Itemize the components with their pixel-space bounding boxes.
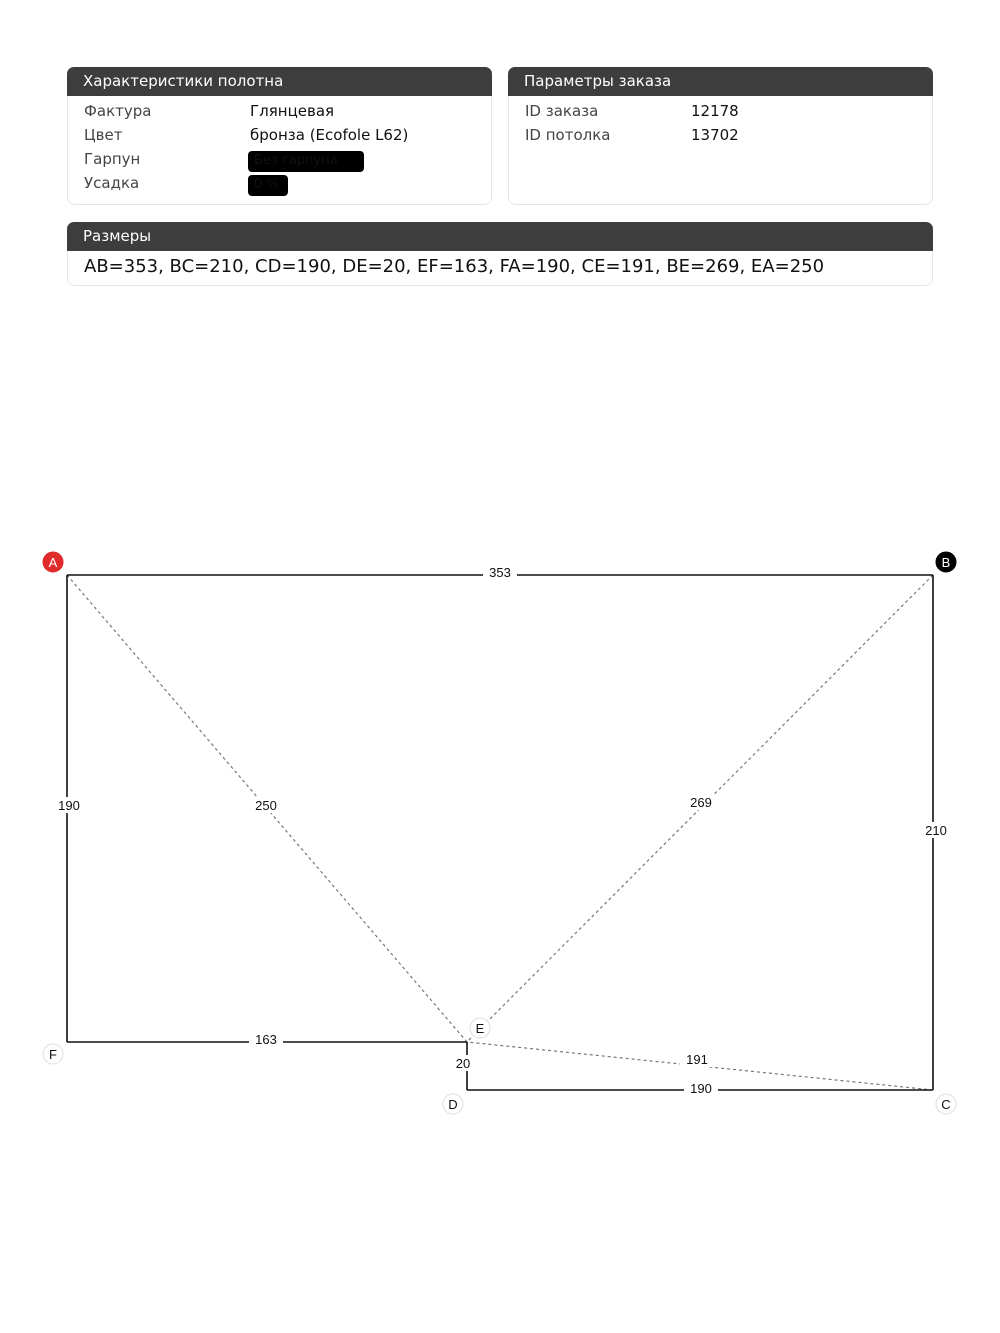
order-id-label: ID заказа bbox=[525, 102, 599, 120]
color-label: Цвет bbox=[84, 126, 123, 144]
ceiling-id-value: 13702 bbox=[691, 126, 739, 144]
vertex-label-b: B bbox=[941, 555, 951, 570]
dimensions-summary: AB=353, BC=210, CD=190, DE=20, EF=163, FA=190, CE=191, BE=269, EA=250 bbox=[84, 256, 825, 277]
harpoon-badge: Без гарпуна bbox=[248, 151, 364, 172]
shrinkage-badge: 0 % bbox=[248, 175, 288, 196]
harpoon-label: Гарпун bbox=[84, 150, 141, 168]
vertex-label-c: C bbox=[941, 1097, 951, 1112]
diagonal-label-EA: 250 bbox=[255, 798, 277, 813]
diagonal-label-CE: 191 bbox=[686, 1052, 708, 1067]
fabric-card bbox=[67, 67, 492, 205]
diagonal-label-BE: 269 bbox=[690, 795, 712, 810]
side-label-AB: 353 bbox=[489, 565, 511, 580]
texture-label: Фактура bbox=[84, 102, 152, 120]
vertex-label-f: F bbox=[49, 1047, 57, 1062]
side-label-DE: 20 bbox=[455, 1056, 471, 1071]
color-value: бронза (Ecofole L62) bbox=[250, 126, 409, 144]
side-label-BC: 210 bbox=[925, 823, 947, 838]
vertex-label-d: D bbox=[448, 1097, 458, 1112]
shrinkage-label: Усадка bbox=[84, 174, 140, 192]
vertex-label-e: E bbox=[475, 1021, 485, 1036]
fabric-card-title: Характеристики полотна bbox=[67, 67, 492, 96]
texture-value: Глянцевая bbox=[250, 102, 335, 120]
order-card-title: Параметры заказа bbox=[508, 67, 933, 96]
order-card bbox=[508, 67, 933, 205]
ceiling-id-label: ID потолка bbox=[525, 126, 611, 144]
side-label-FA: 190 bbox=[58, 798, 80, 813]
side-label-EF: 163 bbox=[255, 1032, 277, 1047]
vertex-label-a: A bbox=[48, 555, 58, 570]
ceiling-diagram bbox=[0, 540, 1000, 1130]
order-id-value: 12178 bbox=[691, 102, 739, 120]
dimensions-card-title: Размеры bbox=[67, 222, 933, 251]
dimensions-card bbox=[67, 222, 933, 286]
side-label-CD: 190 bbox=[690, 1081, 712, 1096]
